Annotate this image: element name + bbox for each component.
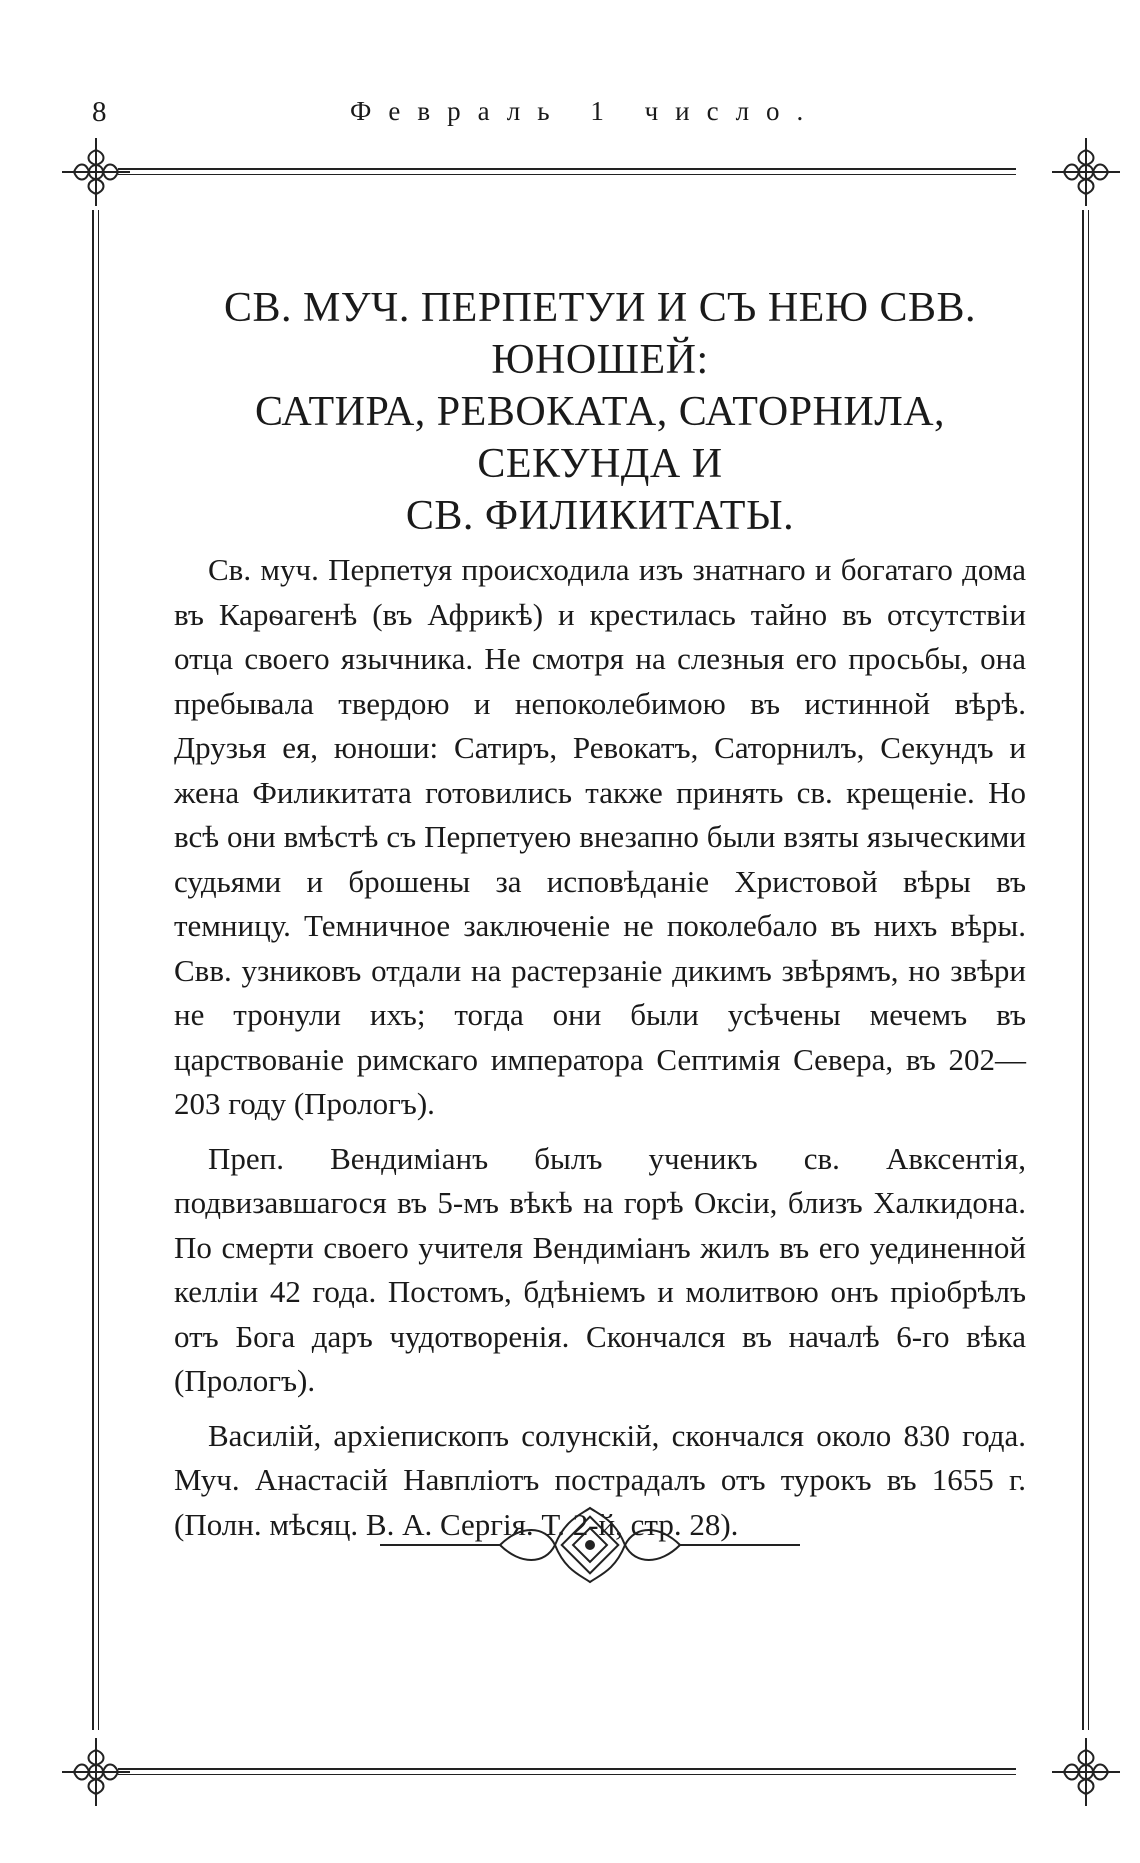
frame-bottom-line [118,1768,1016,1770]
frame-top-line [118,168,1016,170]
fleuron-corner-icon [1046,132,1126,212]
running-title: Февраль 1 число. [350,96,821,126]
frame-top-line-inner [118,174,1016,175]
title-line: СВ. МУЧ. ПЕРПЕТУИ И СЪ НЕЮ СВВ. ЮНОШЕЙ: [223,285,977,383]
fleuron-corner-icon [56,1732,136,1812]
frame-left-line [92,210,94,1730]
page-number: 8 [92,96,107,128]
page-header [0,96,1140,136]
frame-right-line-inner [1088,210,1089,1730]
article-title [174,282,1026,542]
frame-left-line-inner [98,210,99,1730]
article-body [174,282,1026,1547]
frame-bottom-line-inner [118,1774,1016,1775]
title-line: СВ. ФИЛИКИТАТЫ. [405,493,795,539]
title-line: САТИРА, РЕВОКАТА, САТОРНИЛА, СЕКУНДА И [254,389,946,487]
paragraph-perpetua: Св. муч. Перпетуя происходила изъ знатнаго и богатаго дома въ Карѳагенѣ (въ Африкѣ) и крестилась тайно въ отсутствіи отца своего язычника. Не смотря на слезныя его просьбы, она пребывала твердою и непоколебимою въ истинной вѣрѣ. Друзья ея, юноши: Сатиръ, Ревокатъ, Саторнилъ, Секундъ и жена Филикитата готовились также принять св. крещеніе. Но всѣ они вмѣстѣ съ Перпетуею внезапно были взяты языческими судьями и брошены за исповѣданіе Христовой вѣры въ темницу. Темничное заключеніе не поколебало въ нихъ вѣры. Свв. узниковъ отдали на растерзаніе дикимъ звѣрямъ, но звѣри не тронули ихъ; тогда они были усѣчены мечемъ въ царствованіе римскаго императора Септимія Севера, въ 202—203 году (Прологъ). [174,552,1026,1121]
fleuron-corner-icon [56,132,136,212]
knot-fleuron-icon [380,1500,800,1590]
paragraph-vendimian: Преп. Вендиміанъ былъ ученикъ св. Авксентія, подвизавшагося въ 5-мъ вѣкѣ на горѣ Оксіи, близъ Халкидона. По смерти своего учителя Вендиміанъ жилъ въ его уединенной келліи 42 года. Постомъ, бдѣніемъ и молитвою онъ пріобрѣлъ отъ Бога даръ чудотворенія. Скончался въ началѣ 6-го вѣка (Прологъ). [174,1140,1026,1398]
frame-right-line [1082,210,1084,1730]
fleuron-corner-icon [1046,1732,1126,1812]
paragraph-vasily: Василій, архіепископъ солунскій, скончался около 830 года. Муч. Анастасій Навпліотъ пострадалъ отъ турокъ въ 1655 г. (Полн. мѣсяц. В. А. Сергія. Т. 2-й, стр. 28). [174,1417,1026,1542]
